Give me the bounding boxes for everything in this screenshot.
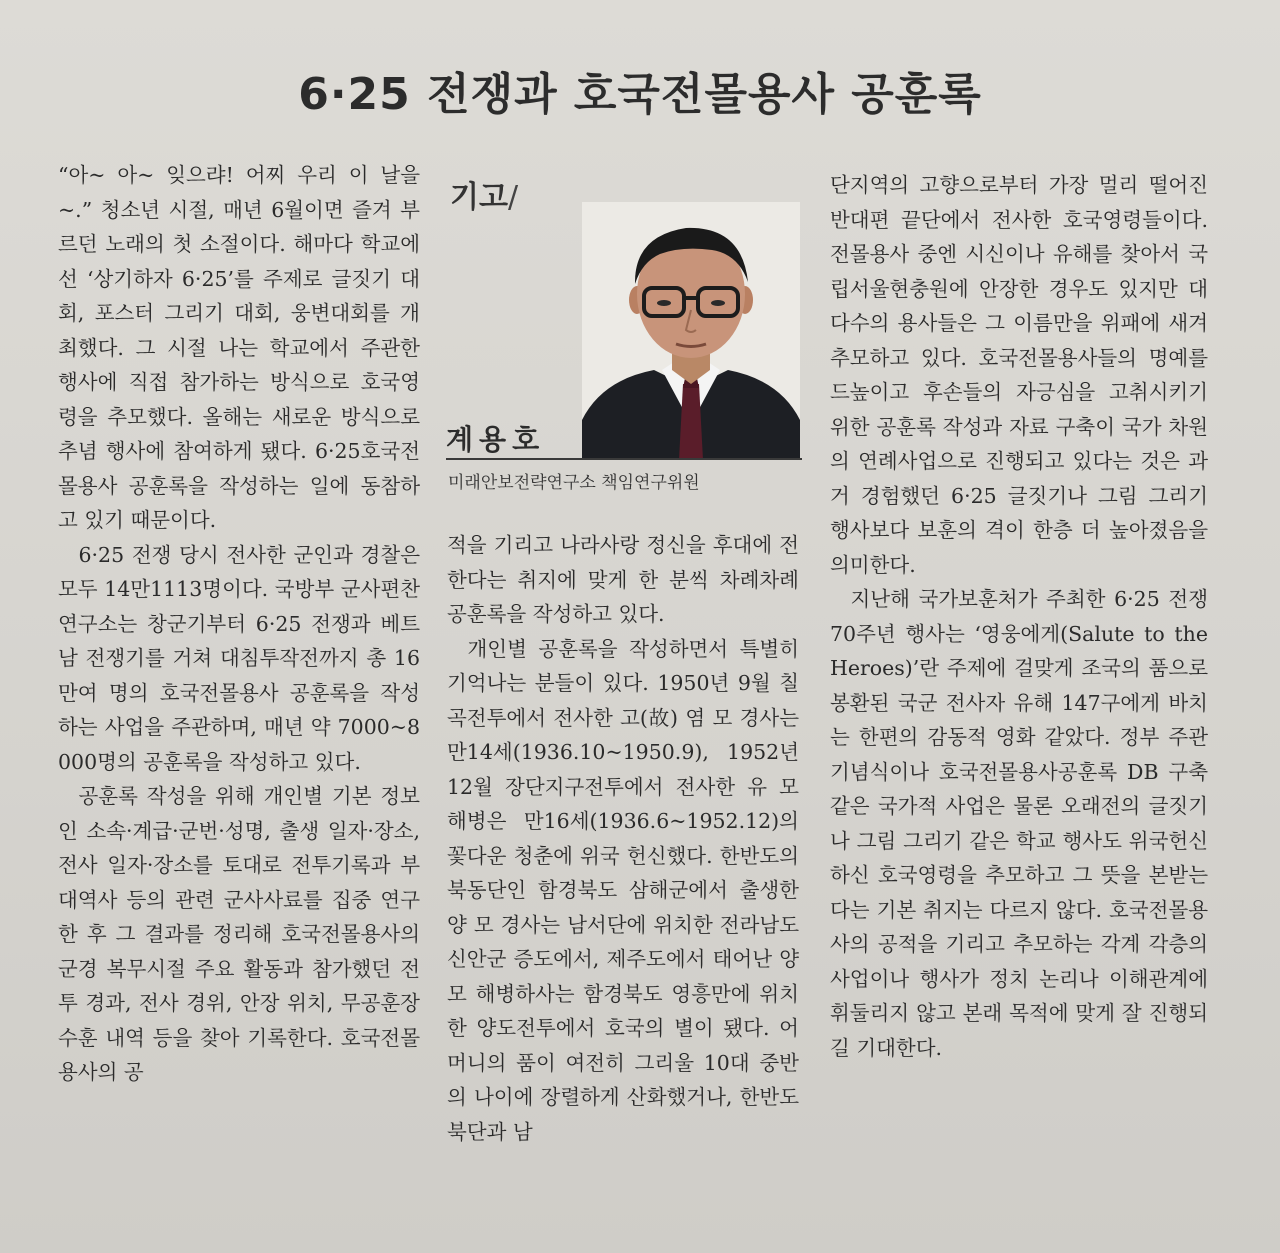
paragraph: “아~ 아~ 잊으랴! 어찌 우리 이 날을 ~.” 청소년 시절, 매년 6월이면 즐겨 부르던 노래의 첫 소절이다. 해마다 학교에선 ‘상기하자 6·25’를 주제로 글짓기 대회, 포스터 그리기 대회, 웅변대회를 개최했다. 그 시절 나는 학교에서 주관한 행사에 직접 참가하는 방식으로 호국영령을 추모했다. 올해는 새로운 방식으로 추념 행사에 참여하게 됐다. 6·25호국전몰용사 공훈록을 작성하는 일에 동참하고 있기 때문이다.: [58, 163, 420, 532]
author-photo: [582, 202, 800, 460]
author-name: 계용호: [446, 423, 546, 456]
article-column-3: [830, 168, 1208, 1065]
section-label: [450, 172, 518, 216]
paragraph: 단지역의 고향으로부터 가장 멀리 떨어진 반대편 끝단에서 전사한 호국영령들이다. 전몰용사 중엔 시신이나 유해를 찾아서 국립서울현충원에 안장한 경우도 있지만 대다수의 용사들은 그 이름만을 위패에 새겨 추모하고 있다. 호국전몰용사들의 명예를 드높이고 후손들의 자긍심을 고취시키기 위한 공훈록 작성과 자료 구축이 국가 차원의 연례사업으로 진행되고 있다는 것은 과거 경험했던 6·25 글짓기나 그림 그리기 행사보다 보훈의 격이 한층 더 높아졌음을 의미한다.: [830, 173, 1208, 577]
author-portrait-image: [582, 202, 800, 460]
paragraph: 개인별 공훈록을 작성하면서 특별히 기억나는 분들이 있다. 1950년 9월 칠곡전투에서 전사한 고(故) 염 모 경사는 만14세(1936.10~1950.9), 1952년 12월 장단지구전투에서 전사한 유 모 해병은 만16세(1936.6~1952.12)의 꽃다운 청춘에 위국 헌신했다. 한반도의 북동단인 함경북도 삼해군에서 출생한 양 모 경사는 남서단에 위치한 전라남도 신안군 증도에서, 제주도에서 태어난 양 모 해병하사는 함경북도 영흥만에 위치한 양도전투에서 호국의 별이 됐다. 어머니의 품이 여전히 그리울 10대 중반의 나이에 장렬하게 산화했거나, 한반도 북단과 남: [447, 636, 799, 1144]
paragraph: 적을 기리고 나라사랑 정신을 후대에 전한다는 취지에 맞게 한 분씩 차례차례 공훈록을 작성하고 있다.: [447, 533, 799, 626]
article-column-1: [58, 158, 420, 1090]
article-headline: 6·25 전쟁과 호국전몰용사 공훈록: [298, 69, 982, 120]
author-title: 미래안보전략연구소 책임연구위원: [448, 473, 700, 493]
byline-divider: [446, 458, 802, 460]
section-label-mark: /: [507, 180, 519, 215]
paragraph: 6·25 전쟁 당시 전사한 군인과 경찰은 모두 14만1113명이다. 국방부 군사편찬연구소는 창군기부터 6·25 전쟁과 베트남 전쟁기를 거쳐 대침투작전까지 총 16만여 명의 호국전몰용사 공훈록을 작성하는 사업을 주관하며, 매년 약 7000~8000명의 공훈록을 작성하고 있다.: [58, 542, 420, 774]
paragraph: 지난해 국가보훈처가 주최한 6·25 전쟁 70주년 행사는 ‘영웅에게(Salute to the Heroes)’란 주제에 걸맞게 조국의 품으로 봉환된 국군 전사자 유해 147구에게 바치는 한편의 감동적 영화 같았다. 정부 주관 기념식이나 호국전몰용사공훈록 DB 구축 같은 국가적 사업은 물론 오래전의 글짓기나 그림 그리기 같은 학교 행사도 위국헌신하신 호국영령을 추모하고 그 뜻을 본받는다는 기본 취지는 다르지 않다. 호국전몰용사의 공적을 기리고 추모하는 각계 각층의 사업이나 행사가 정치 논리나 이해관계에 휘둘리지 않고 본래 목적에 맞게 잘 진행되길 기대한다.: [830, 587, 1208, 1060]
paragraph: 공훈록 작성을 위해 개인별 기본 정보인 소속·계급·군번·성명, 출생 일자·장소, 전사 일자·장소를 토대로 전투기록과 부대역사 등의 관련 군사사료를 집중 연구한 후 그 결과를 정리해 호국전몰용사의 군경 복무시절 주요 활동과 참가했던 전투 경과, 전사 경위, 안장 위치, 무공훈장 수훈 내역 등을 찾아 기록한다. 호국전몰용사의 공: [58, 784, 420, 1084]
article-column-2: [447, 528, 799, 1149]
section-label-text: 기고: [450, 180, 508, 215]
